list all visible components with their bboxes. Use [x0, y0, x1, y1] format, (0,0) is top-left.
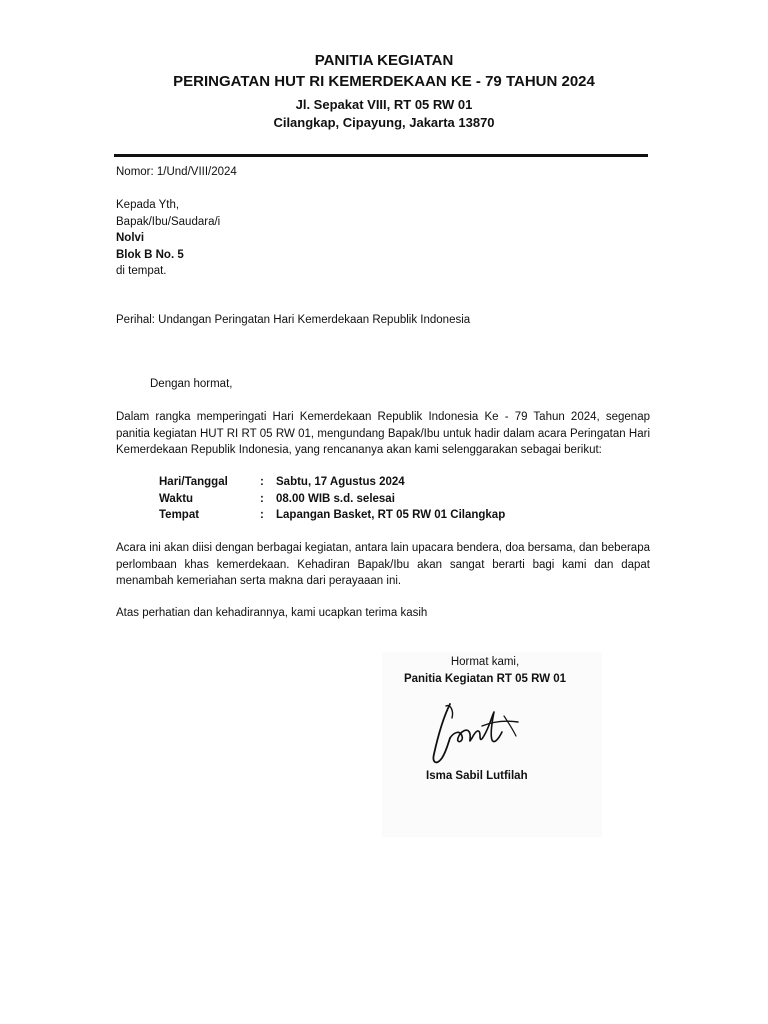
- recipient-place: di tempat.: [116, 265, 167, 277]
- letter-subject: Perihal: Undangan Peringatan Hari Kemerdekaan Republik Indonesia: [116, 314, 471, 326]
- recipient-greeting: Kepada Yth,: [116, 199, 180, 211]
- detail-label: Tempat: [159, 509, 200, 521]
- activities-paragraph: Acara ini akan diisi dengan berbagai kegiatan, antara lain upacara bendera, doa bersama, dan beberapa perlombaan khas kemerdekaan. Kehadiran Bapak/Ibu akan sangat berarti bagi kami dan dapat menambah kemeriahan serta makna dari perayaaan ini.: [116, 542, 650, 587]
- opening-greeting: Dengan hormat,: [150, 378, 233, 390]
- signature-block: [350, 654, 620, 687]
- letter-number: Nomor: 1/Und/VIII/2024: [116, 166, 237, 178]
- detail-row-date: [159, 474, 505, 491]
- detail-colon: :: [260, 492, 264, 505]
- detail-value: Lapangan Basket, RT 05 RW 01 Cilangkap: [276, 509, 506, 521]
- address-street: Jl. Sepakat VIII, RT 05 RW 01: [295, 97, 473, 112]
- recipient-address: Blok B No. 5: [116, 248, 184, 261]
- detail-row-time: [159, 491, 505, 508]
- committee-name: Panitia Kegiatan RT 05 RW 01: [403, 672, 567, 685]
- event-title: PERINGATAN HUT RI KEMERDEKAAN KE - 79 TAHUN 2024: [173, 73, 595, 90]
- regards-text: Hormat kami,: [450, 656, 520, 668]
- recipient-block: [116, 197, 650, 280]
- event-details: [159, 474, 505, 524]
- recipient-name: Nolvi: [116, 232, 145, 244]
- detail-colon: :: [260, 476, 264, 488]
- invitation-paragraph: Dalam rangka memperingati Hari Kemerdekaan Republik Indonesia Ke - 79 Tahun 2024, segenap panitia kegiatan HUT RI RT 05 RW 01, mengundang Bapak/Ibu untuk hadir dalam acara Peringatan Hari Kemerdekaan Republik Indonesia, yang rencananya akan kami selenggarakan sebagai berikut:: [116, 411, 650, 456]
- detail-value: 08.00 WIB s.d. selesai: [276, 492, 395, 505]
- detail-value: Sabtu, 17 Agustus 2024: [276, 476, 405, 488]
- recipient-salutation: Bapak/Ibu/Saudara/i: [116, 215, 221, 228]
- letterhead: [0, 50, 768, 132]
- handwritten-signature: [420, 696, 530, 776]
- signer-name: Isma Sabil Lutfilah: [426, 770, 528, 782]
- committee-title: PANITIA KEGIATAN: [314, 52, 454, 69]
- detail-label: Waktu: [159, 492, 194, 505]
- detail-colon: :: [260, 509, 264, 521]
- detail-row-place: [159, 507, 505, 524]
- detail-label: Hari/Tanggal: [159, 476, 228, 488]
- header-divider: [114, 154, 648, 157]
- address-city: Cilangkap, Cipayung, Jakarta 13870: [273, 115, 495, 130]
- closing-sentence: Atas perhatian dan kehadirannya, kami ucapkan terima kasih: [116, 607, 428, 619]
